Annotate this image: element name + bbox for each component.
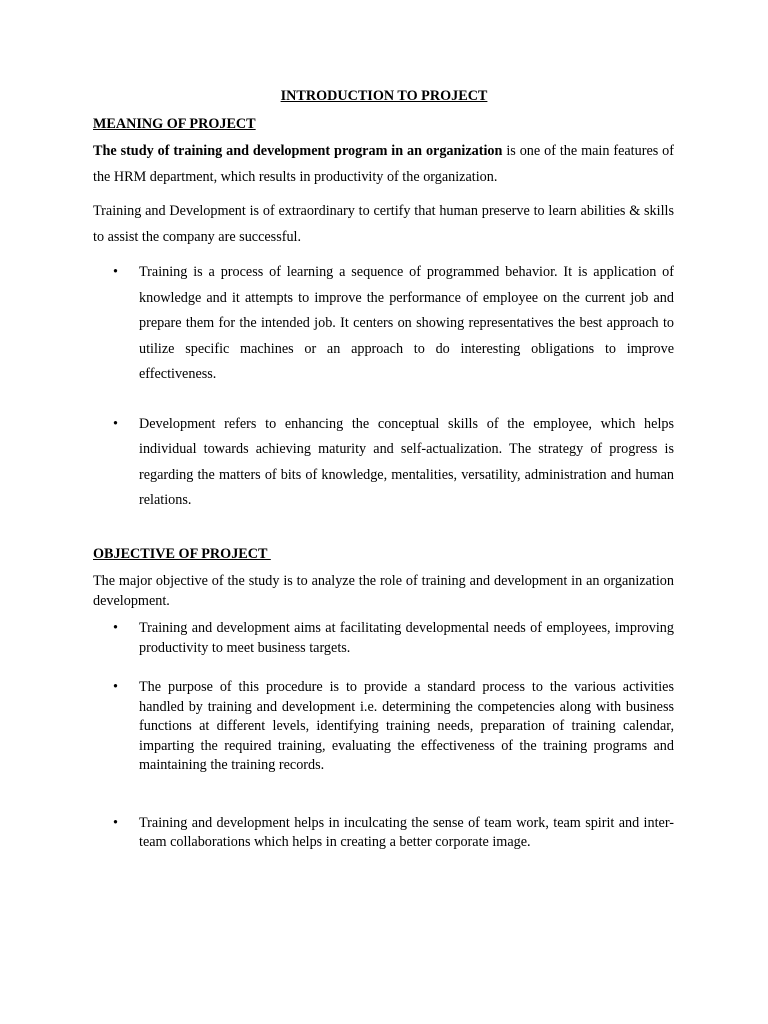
objective-bullet-text: The purpose of this procedure is to provide a standard process to the various activities handled by training and development i.e. determining the competencies along with business functions at different levels, identifying training needs, preparation of training calendar, imparting the required training, evaluating the effectiveness of the training programs and maintaining the training records. bbox=[139, 679, 674, 773]
meaning-bullet-list bbox=[93, 260, 674, 514]
objective-bullet-text: Training and development aims at facilitating developmental needs of employees, improving productivity to meet business targets. bbox=[139, 620, 674, 656]
meaning-bullet-text: Training is a process of learning a sequence of programmed behavior. It is application of knowledge and it attempts to improve the performance of employee on the current job and prepare them for the intended job. It centers on showing representatives the best approach to utilize specific machines or an approach to do interesting obligations to improve effectiveness. bbox=[139, 264, 674, 382]
objective-bullet-needs bbox=[93, 619, 674, 658]
objective-bullet-procedure bbox=[93, 678, 674, 776]
bullet-icon: • bbox=[113, 814, 118, 831]
meaning-bullet-training bbox=[93, 260, 674, 388]
bullet-icon: • bbox=[113, 620, 118, 636]
document-title: INTRODUCTION TO PROJECT bbox=[280, 88, 488, 104]
bullet-icon: • bbox=[113, 679, 118, 695]
meaning-paragraph-1-bold: The study of training and development program in an organization bbox=[93, 143, 503, 159]
objective-bullet-list bbox=[93, 619, 674, 853]
bullet-icon: • bbox=[113, 415, 118, 432]
objective-bullet-text: Training and development helps in inculcating the sense of team work, team spirit and inter-team collaborations which helps in creating a better corporate image. bbox=[139, 814, 674, 850]
meaning-paragraph-2: Training and Development is of extraordinary to certify that human preserve to learn abilities & skills to assist the company are successful. bbox=[93, 203, 674, 245]
meaning-paragraph-1 bbox=[93, 139, 674, 190]
objective-heading: OBJECTIVE OF PROJECT bbox=[93, 546, 271, 562]
bullet-icon: • bbox=[113, 264, 118, 280]
meaning-bullet-development bbox=[93, 412, 674, 514]
meaning-heading: MEANING OF PROJECT bbox=[93, 116, 256, 132]
objective-bullet-teamwork bbox=[93, 814, 674, 853]
meaning-bullet-text: Development refers to enhancing the conceptual skills of the employee, which helps individual towards achieving maturity and self-actualization. The strategy of progress is regarding the matters of bits of knowledge, mentalities, versatility, administration and human relations. bbox=[139, 415, 674, 508]
meaning-paragraph-1-rest: is one of the main features of the HRM department, which results in productivity of the organization. bbox=[93, 143, 674, 185]
objective-paragraph: The major objective of the study is to analyze the role of training and development in an organization development. bbox=[93, 573, 674, 609]
